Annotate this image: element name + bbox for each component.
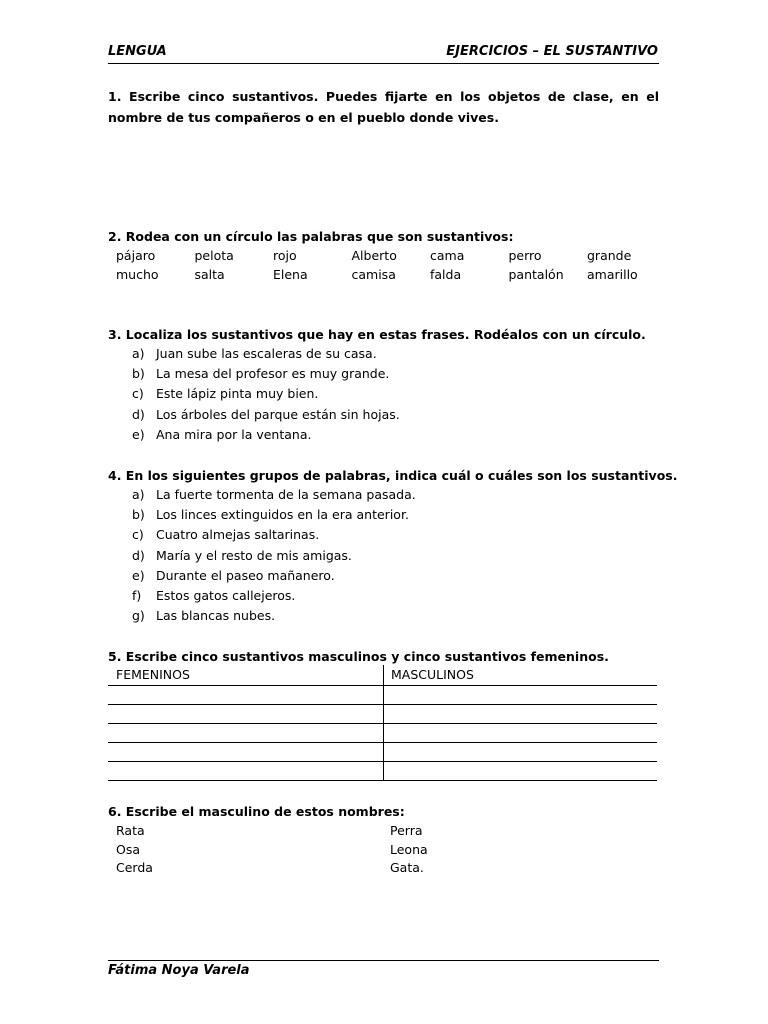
noun-item: Gata. [390, 860, 424, 875]
word-item[interactable]: Elena [273, 267, 308, 282]
item-text: Ana mira por la ventana. [156, 426, 312, 442]
item-letter: b) [132, 366, 145, 382]
word-item[interactable]: pantalón [508, 267, 564, 282]
question-3-list [132, 344, 400, 445]
list-item [132, 344, 400, 364]
word-item[interactable]: rojo [273, 248, 297, 263]
list-item [132, 606, 416, 626]
list-item [132, 485, 416, 505]
item-letter: c) [132, 386, 144, 402]
item-text: Estos gatos callejeros. [156, 587, 296, 603]
column-header-femeninos: FEMENINOS [116, 667, 190, 682]
word-item[interactable]: grande [587, 248, 632, 263]
word-item[interactable]: amarillo [587, 267, 638, 282]
word-item[interactable]: pelota [194, 248, 234, 263]
table-divider [383, 665, 384, 781]
item-text: La mesa del profesor es muy grande. [156, 366, 390, 382]
noun-item: Rata [116, 823, 145, 838]
word-item[interactable]: cama [430, 248, 465, 263]
item-text: Cuatro almejas saltarinas. [156, 527, 320, 543]
list-item [132, 405, 400, 425]
word-item[interactable]: Alberto [351, 248, 397, 263]
header-divider [108, 63, 659, 64]
gender-table [108, 665, 657, 781]
item-letter: g) [132, 608, 145, 624]
word-item[interactable]: camisa [351, 267, 396, 282]
item-letter: d) [132, 406, 145, 422]
word-row [116, 265, 656, 284]
footer-divider [108, 960, 659, 961]
list-item [132, 364, 400, 384]
footer-author: Fátima Noya Varela [108, 963, 250, 978]
noun-item: Osa [116, 841, 141, 857]
item-letter: f) [132, 587, 142, 603]
item-text: Los árboles del parque están sin hojas. [156, 406, 400, 422]
question-3-title: 3. Localiza los sustantivos que hay en estas frases. Rodéalos con un círculo. [108, 327, 646, 342]
item-letter: b) [132, 507, 145, 523]
question-6-title: 6. Escribe el masculino de estos nombres: [108, 804, 405, 819]
word-row [116, 246, 656, 265]
list-item [132, 586, 416, 606]
noun-item: Cerda [116, 860, 153, 875]
item-letter: d) [132, 547, 145, 563]
item-text: María y el resto de mis amigas. [156, 547, 352, 563]
list-item [132, 425, 400, 445]
item-letter: a) [132, 346, 145, 361]
list-item [132, 546, 416, 566]
column-header-masculinos: MASCULINOS [391, 667, 474, 682]
question-5-title: 5. Escribe cinco sustantivos masculinos y cinco sustantivos femeninos. [108, 649, 609, 664]
item-text: Este lápiz pinta muy bien. [156, 386, 319, 402]
header-title: EJERCICIOS – EL SUSTANTIVO [446, 44, 658, 59]
word-item[interactable]: pájaro [116, 248, 156, 263]
list-item [132, 505, 416, 525]
list-item [132, 566, 416, 586]
question-4-list [132, 485, 416, 626]
word-item[interactable]: mucho [116, 267, 159, 282]
noun-item: Leona [390, 841, 428, 857]
list-item [132, 525, 416, 545]
word-item[interactable]: perro [508, 248, 542, 263]
header-subject: LENGUA [108, 44, 167, 59]
word-item[interactable]: falda [430, 267, 462, 282]
noun-item: Perra [390, 823, 423, 838]
item-text: Durante el paseo mañanero. [156, 567, 335, 583]
item-text: Juan sube las escaleras de su casa. [156, 346, 377, 361]
question-2-title: 2. Rodea con un círculo las palabras que son sustantivos: [108, 229, 514, 244]
item-letter: e) [132, 426, 145, 442]
item-text: La fuerte tormenta de la semana pasada. [156, 487, 416, 502]
item-text: Los linces extinguidos en la era anterior. [156, 507, 409, 523]
question-4-title: 4. En los siguientes grupos de palabras, indica cuál o cuáles son los sustantivos. [108, 468, 678, 483]
question-1: 1. Escribe cinco sustantivos. Puedes fijarte en los objetos de clase, en el nombre de tus compañeros o en el pueblo donde vives. [108, 89, 659, 125]
list-item [132, 384, 400, 404]
item-text: Las blancas nubes. [156, 608, 276, 624]
item-letter: c) [132, 527, 144, 543]
feminine-list-left [116, 822, 153, 878]
word-grid [116, 246, 656, 284]
item-letter: e) [132, 567, 145, 583]
word-item[interactable]: salta [194, 267, 225, 282]
feminine-list-right [390, 822, 428, 878]
item-letter: a) [132, 487, 145, 502]
